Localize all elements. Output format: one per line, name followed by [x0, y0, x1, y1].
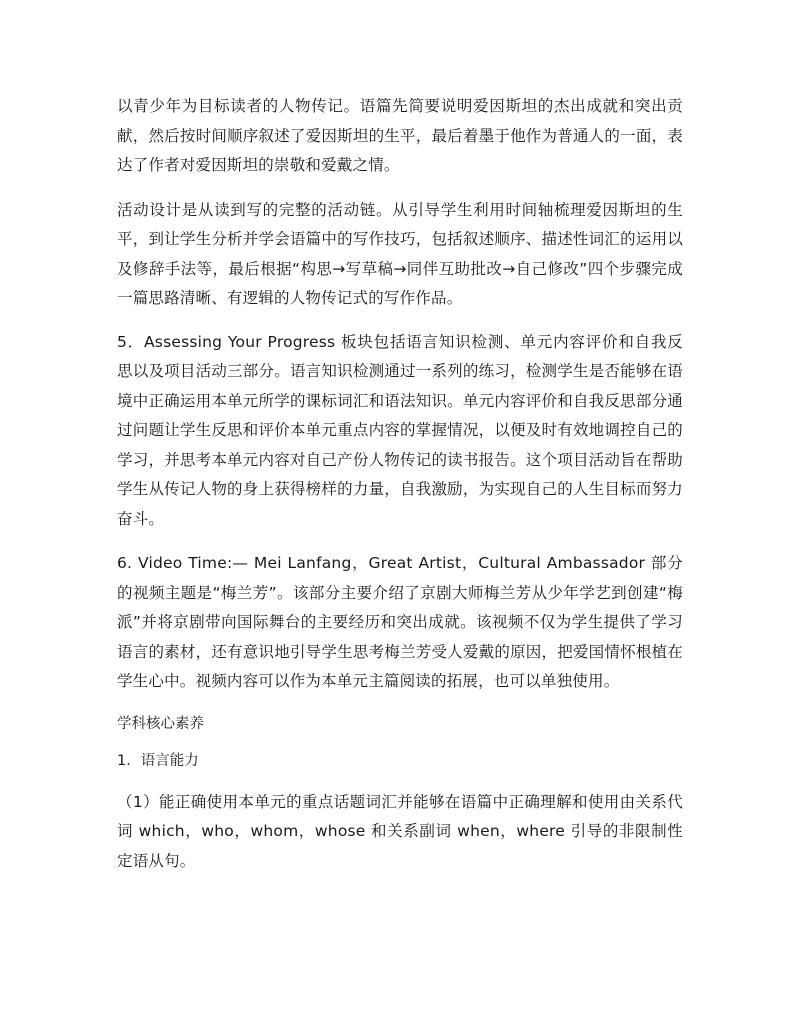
- paragraph-video-time: 6. Video Time:— Mei Lanfang，Great Artist，Cultural Ambassador 部分的视频主题是“梅兰芳”。该部分主要介绍了京剧大师梅兰芳从少年学艺到创建“梅派”并将京剧带向国际舞台的主要经历和突出成就。该视频不仅为学生提供了学习语言的素材，还有意识地引导学生思考梅兰芳受人爱戴的原因，把爱国情怀根植在学生心中。视频内容可以作为本单元主篇阅读的拓展，也可以单独使用。: [117, 554, 683, 690]
- subsection-heading-language-ability: 1．语言能力: [117, 752, 199, 769]
- document-body: [117, 92, 683, 876]
- paragraph-biography-intro: 以青少年为目标读者的人物传记。语篇先简要说明爱因斯坦的杰出成就和突出贡献，然后按时间顺序叙述了爱因斯坦的生平，最后着墨于他作为普通人的一面，表达了作者对爱因斯坦的崇敬和爱戴之情。: [117, 97, 683, 174]
- paragraph-activity-design: 活动设计是从读到写的完整的活动链。从引导学生利用时间轴梳理爱因斯坦的生平，到让学生分析并学会语篇中的写作技巧，包括叙述顺序、描述性词汇的运用以及修辞手法等，最后根据“构思→写草稿→同伴互助批改→自己修改”四个步骤完成一篇思路清晰、有逻辑的人物传记式的写作作品。: [117, 200, 683, 307]
- paragraph-language-objective-1: （1）能正确使用本单元的重点话题词汇并能够在语篇中正确理解和使用由关系代词 which，who，whom，whose 和关系副词 when，where 引导的非限制性定语从句。: [117, 792, 683, 870]
- paragraph-assessing-progress: 5．Assessing Your Progress 板块包括语言知识检测、单元内容评价和自我反思以及项目活动三部分。语言知识检测通过一系列的练习，检测学生是否能够在语境中正确运用本单元所学的课标词汇和语法知识。单元内容评价和自我反思部分通过问题让学生反思和评价本单元重点内容的掌握情况，以便及时有效地调控自己的学习，并思考本单元内容对自己产份人物传记的读书报告。这个项目活动旨在帮助学生从传记人物的身上获得榜样的力量，自我激励，为实现自己的人生目标而努力奋斗。: [117, 332, 683, 528]
- section-heading-core-literacy: 学科核心素养: [117, 715, 204, 732]
